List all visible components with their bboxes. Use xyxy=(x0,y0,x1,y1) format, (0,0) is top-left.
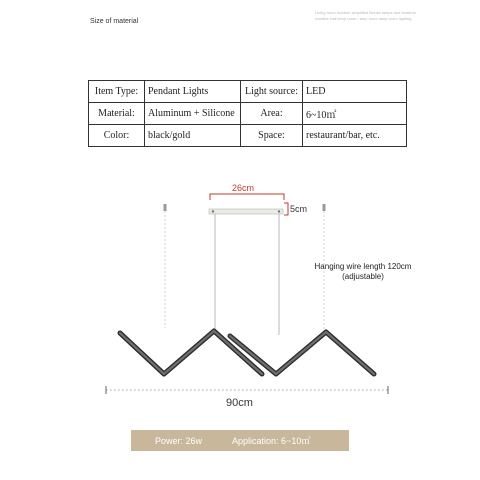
canopy-height-label: 5cm xyxy=(290,204,308,214)
wire-length-note xyxy=(298,262,428,282)
canopy-length-bracket xyxy=(210,194,284,200)
spec-value: Pendant Lights xyxy=(145,81,241,103)
spec-value: black/gold xyxy=(145,125,241,147)
spec-label: Color: xyxy=(89,125,145,147)
wire-clip xyxy=(323,204,326,211)
wire-clip xyxy=(164,204,167,211)
spec-value: 6~10㎡ xyxy=(303,103,407,125)
spec-label: Item Type: xyxy=(89,81,145,103)
canopy-screw xyxy=(212,210,214,212)
spec-value: restaurant/bar, etc. xyxy=(303,125,407,147)
spec-label: Material: xyxy=(89,103,145,125)
spec-value: Aluminum + Silicone xyxy=(145,103,241,125)
wire-length-text: Hanging wire length 120cm xyxy=(314,262,412,271)
header-description: Living room modern simplified Nordic lamps and lanterns creative hall lamp room / amp room lamp room lighting xyxy=(315,10,416,21)
spec-value: LED xyxy=(303,81,407,103)
power-text: Power: 26w xyxy=(155,435,203,446)
canopy-length-label: 26cm xyxy=(232,183,255,193)
application-text: Application: 6~10㎡ xyxy=(232,436,311,446)
canopy-screw xyxy=(278,210,280,212)
total-length-label: 90cm xyxy=(226,397,253,409)
section-title: Size of material xyxy=(90,18,139,25)
wire-adjustable-text: (adjustable) xyxy=(342,272,384,281)
ceiling-canopy xyxy=(209,209,283,214)
spec-label: Area: xyxy=(241,103,303,125)
spec-label: Space: xyxy=(241,125,303,147)
spec-label: Light source: xyxy=(241,81,303,103)
canopy-height-bracket xyxy=(284,203,288,215)
info-bar xyxy=(131,430,349,451)
